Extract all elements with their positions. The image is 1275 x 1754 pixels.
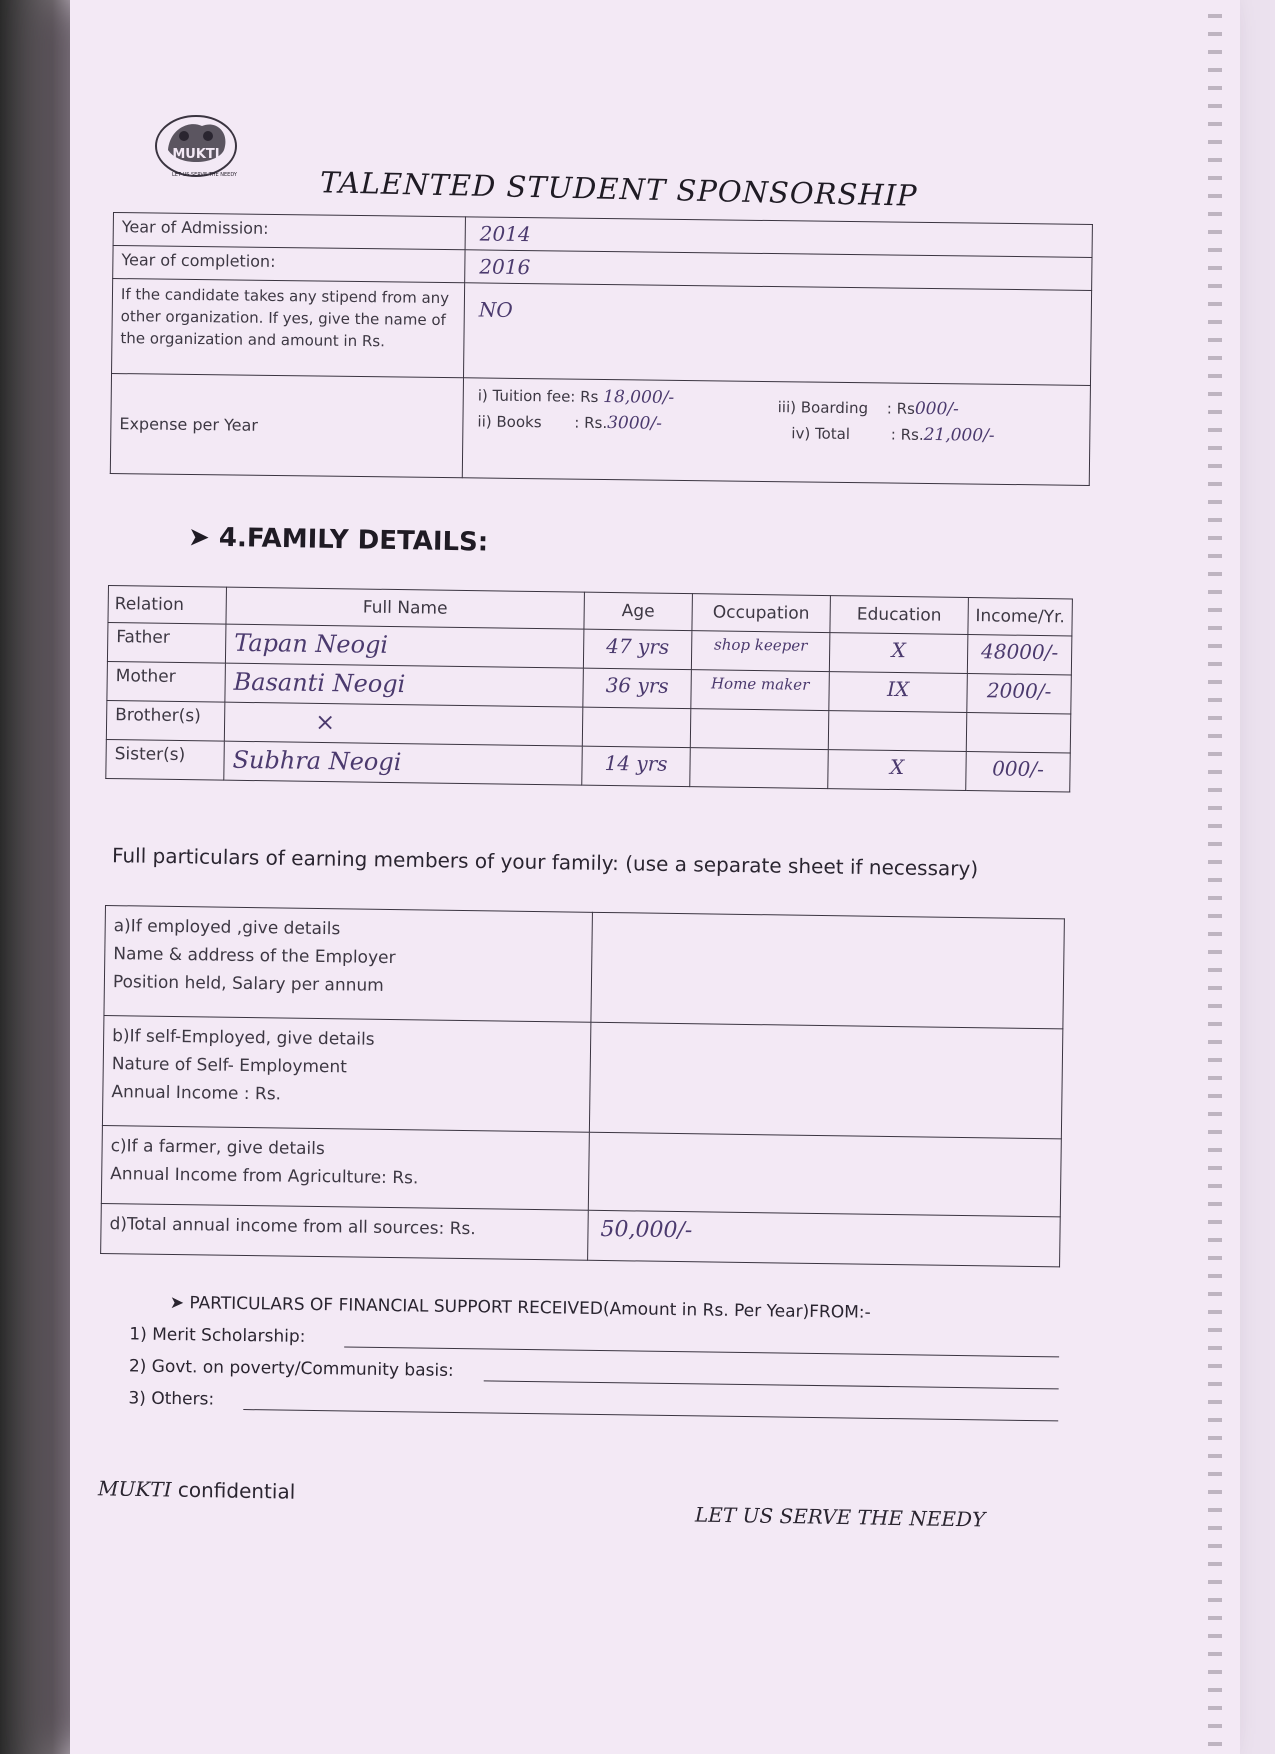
- tuition-value[interactable]: 18,000/-: [603, 387, 675, 408]
- age-cell[interactable]: [582, 707, 691, 748]
- name-cell[interactable]: Basanti Neogi: [225, 663, 584, 707]
- farmer-value[interactable]: [588, 1132, 1061, 1217]
- total-value[interactable]: 21,000/-: [923, 424, 995, 446]
- footer-confidential: MUKTI confidential: [97, 1476, 296, 1504]
- header-education: Education: [830, 596, 969, 635]
- self-employed-label: b)If self-Employed, give details Nature of Self- Employment Annual Income : Rs.: [102, 1015, 590, 1132]
- boarding-value[interactable]: 000/-: [914, 398, 959, 420]
- financial-support-section: [128, 1287, 1050, 1427]
- header-income: Income/Yr.: [968, 598, 1073, 636]
- name-cell[interactable]: ×: [224, 702, 583, 746]
- total-label: iv) Total: [791, 424, 851, 444]
- occupation-cell[interactable]: [690, 709, 829, 750]
- earning-members-title: Full particulars of earning members of your family: (use a separate sheet if necessary): [111, 843, 979, 881]
- year-of-admission-label: Year of Admission:: [113, 213, 465, 250]
- age-cell[interactable]: 47 yrs: [583, 629, 692, 670]
- year-of-admission-value[interactable]: 2014: [465, 217, 1092, 258]
- earning-table: [100, 905, 1065, 1267]
- header-age: Age: [584, 592, 693, 631]
- education-cell[interactable]: [828, 711, 967, 752]
- name-cell[interactable]: Tapan Neogi: [225, 624, 584, 668]
- employed-value[interactable]: [591, 912, 1064, 1029]
- self-employed-value[interactable]: [589, 1022, 1062, 1139]
- education-cell[interactable]: IX: [829, 672, 968, 713]
- income-cell[interactable]: 48000/-: [967, 635, 1072, 675]
- relation-cell: Mother: [107, 661, 226, 702]
- table-row: [110, 373, 1090, 485]
- scan-shadow: [0, 0, 75, 1754]
- admission-table: [110, 212, 1093, 486]
- expense-label: Expense per Year: [110, 373, 463, 477]
- age-cell[interactable]: 36 yrs: [583, 668, 692, 709]
- age-cell[interactable]: 14 yrs: [582, 746, 691, 787]
- bullet-icon: ➤: [169, 1292, 185, 1314]
- name-cell[interactable]: Subhra Neogi: [224, 741, 583, 785]
- books-label: ii) Books: [477, 412, 542, 432]
- svg-text:MUKTI: MUKTI: [172, 147, 220, 162]
- year-of-completion-value[interactable]: 2016: [465, 250, 1092, 291]
- mukti-logo-icon: [150, 110, 242, 182]
- boarding-rs: : Rs: [886, 399, 916, 418]
- relation-cell: Brother(s): [106, 700, 225, 741]
- footer-brand: MUKTI: [97, 1476, 172, 1502]
- bullet-icon: ➤: [187, 522, 211, 553]
- list-item: 2) Govt. on poverty/Community basis:: [129, 1350, 1049, 1395]
- list-item: 3) Others:: [128, 1382, 1048, 1427]
- family-table: [105, 585, 1073, 792]
- education-cell[interactable]: X: [828, 750, 967, 791]
- stipend-value[interactable]: NO: [464, 283, 1092, 386]
- books-value[interactable]: 3000/-: [607, 413, 663, 434]
- occupation-cell[interactable]: [690, 748, 829, 789]
- family-section-title: ➤ 4.FAMILY DETAILS:: [187, 522, 489, 558]
- relation-cell: Father: [107, 623, 226, 664]
- table-row: [112, 279, 1092, 386]
- form-title: TALENTED STUDENT SPONSORSHIP: [319, 165, 918, 213]
- header-relation: Relation: [108, 586, 227, 625]
- income-cell[interactable]: 000/-: [966, 751, 1071, 791]
- total-income-value[interactable]: 50,000/-: [588, 1210, 1061, 1267]
- table-row: [102, 1015, 1062, 1138]
- books-rs: : Rs.: [574, 413, 608, 433]
- table-row: [101, 1125, 1061, 1216]
- page-perforation: [1208, 0, 1222, 1754]
- expense-values: [462, 378, 1090, 486]
- footer-motto: LET US SERVE THE NEEDY: [694, 1502, 986, 1532]
- relation-cell: Sister(s): [106, 739, 225, 780]
- income-cell[interactable]: 2000/-: [967, 674, 1072, 714]
- svg-text:LET US SERVE THE NEEDY: LET US SERVE THE NEEDY: [172, 172, 237, 178]
- boarding-label: iii) Boarding: [777, 398, 869, 418]
- tuition-label: i) Tuition fee: Rs: [477, 386, 599, 406]
- stipend-label: If the candidate takes any stipend from any other organization. If yes, give the name of the organization and amount in Rs.: [112, 279, 465, 378]
- total-rs: : Rs.: [890, 425, 924, 444]
- table-row: [104, 906, 1064, 1029]
- list-item: 1) Merit Scholarship:: [129, 1318, 1049, 1363]
- header-occupation: Occupation: [692, 594, 831, 633]
- year-of-completion-label: Year of completion:: [113, 246, 465, 283]
- employed-label: a)If employed ,give details Name & address of the Employer Position held, Salary per annum: [104, 906, 592, 1023]
- occupation-cell[interactable]: Home maker: [691, 670, 830, 711]
- education-cell[interactable]: X: [829, 633, 968, 674]
- financial-support-title: ➤ PARTICULARS OF FINANCIAL SUPPORT RECEIVED(Amount in Rs. Per Year)FROM:-: [169, 1292, 871, 1323]
- occupation-cell[interactable]: shop keeper: [691, 631, 830, 672]
- income-cell[interactable]: [966, 713, 1071, 753]
- total-income-label: d)Total annual income from all sources: Rs.: [101, 1203, 589, 1260]
- header-full-name: Full Name: [226, 587, 584, 629]
- farmer-label: c)If a farmer, give details Annual Income from Agriculture: Rs.: [101, 1125, 589, 1210]
